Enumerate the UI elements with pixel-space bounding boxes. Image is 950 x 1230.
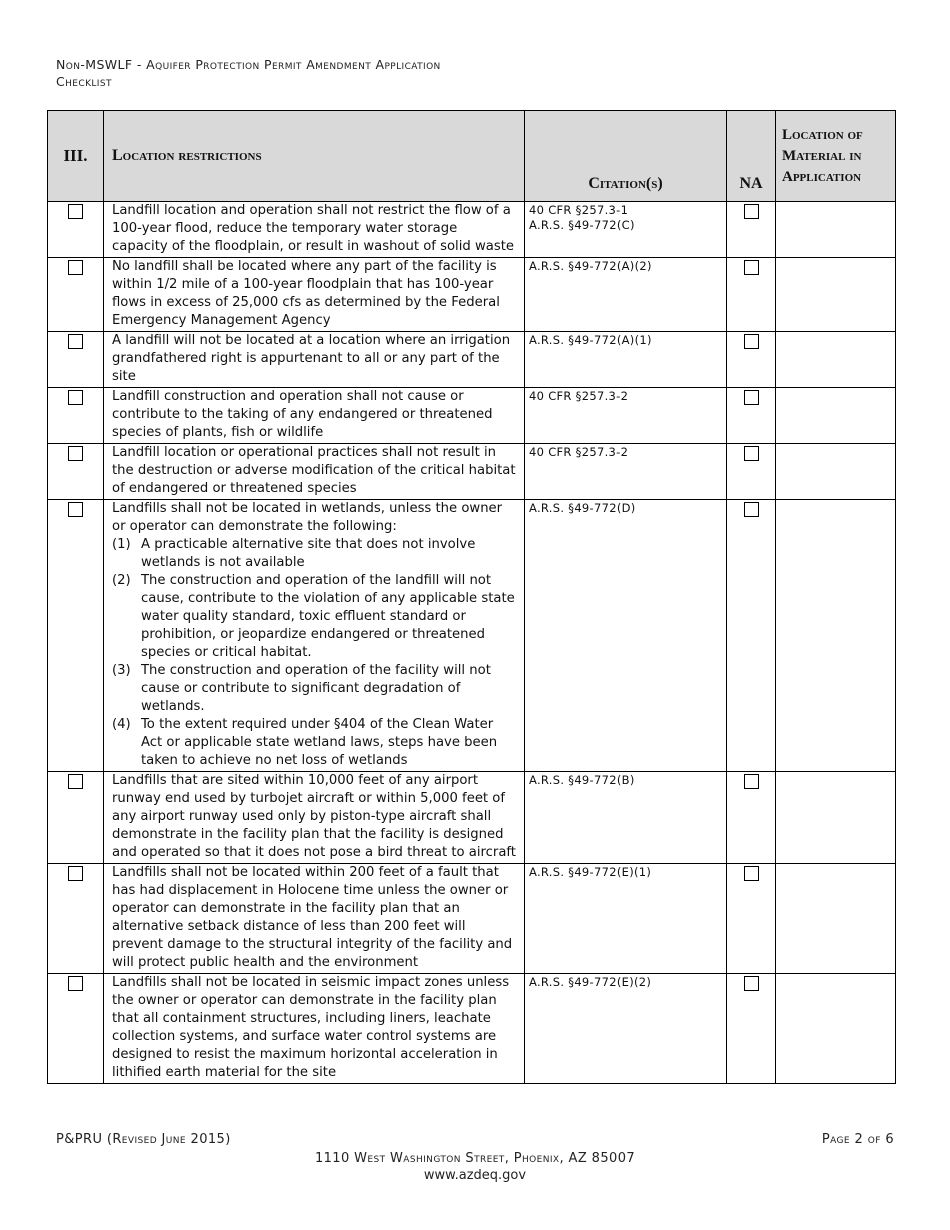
requirement-cell xyxy=(104,258,525,332)
citation-cell xyxy=(525,202,727,258)
citation-cell xyxy=(525,332,727,388)
section-title: Location restrictions xyxy=(104,111,525,202)
requirement-text: Landfills shall not be located within 200 feet of a fault that has had displacement in Holocene time unless the owner or operator can demonstrate in the facility plan that an alternative setback distance of less than 200 feet will prevent damage to the structural integrity of the facility and will protect public health and the environment xyxy=(112,865,513,970)
row-checkbox-cell xyxy=(48,500,104,772)
requirement-cell xyxy=(104,500,525,772)
requirement-checkbox[interactable] xyxy=(68,260,83,275)
condition-item xyxy=(112,716,516,770)
requirement-cell xyxy=(104,332,525,388)
condition-item xyxy=(112,536,516,572)
citation-text: A.R.S. §49-772(D) xyxy=(529,501,636,515)
na-cell xyxy=(727,388,776,444)
table-row xyxy=(48,444,896,500)
na-column-header: NA xyxy=(727,111,776,202)
citation-cell xyxy=(525,864,727,974)
citation-cell xyxy=(525,500,727,772)
requirement-text: A landfill will not be located at a location where an irrigation grandfathered right is appurtenant to all or any part of the site xyxy=(112,333,511,384)
requirement-text: Landfills shall not be located in wetlands, unless the owner or operator can demonstrate the following: xyxy=(112,501,503,534)
row-checkbox-cell xyxy=(48,388,104,444)
table-row xyxy=(48,202,896,258)
citation-text: 40 CFR §257.3-2 xyxy=(529,445,629,459)
table-row xyxy=(48,258,896,332)
footer-page-number: Page 2 of 6 xyxy=(821,1132,894,1147)
na-checkbox[interactable] xyxy=(744,446,759,461)
requirement-cell xyxy=(104,864,525,974)
condition-number: (4) xyxy=(112,717,131,732)
na-checkbox[interactable] xyxy=(744,502,759,517)
na-cell xyxy=(727,444,776,500)
na-checkbox[interactable] xyxy=(744,334,759,349)
na-cell xyxy=(727,258,776,332)
na-cell xyxy=(727,202,776,258)
na-cell xyxy=(727,974,776,1084)
condition-number: (1) xyxy=(112,537,131,552)
condition-item xyxy=(112,662,516,716)
location-of-material-cell[interactable] xyxy=(776,258,896,332)
document-header xyxy=(56,56,441,90)
row-checkbox-cell xyxy=(48,444,104,500)
na-cell xyxy=(727,500,776,772)
condition-text: To the extent required under §404 of the Clean Water Act or applicable state wetland laws, steps have been taken to achieve no net loss of wetlands xyxy=(141,717,498,768)
location-of-material-cell[interactable] xyxy=(776,444,896,500)
na-checkbox[interactable] xyxy=(744,204,759,219)
condition-number: (3) xyxy=(112,663,131,678)
location-of-material-cell[interactable] xyxy=(776,974,896,1084)
requirement-cell xyxy=(104,974,525,1084)
citation-text: A.R.S. §49-772(B) xyxy=(529,773,635,787)
requirement-text: Landfill location and operation shall not restrict the flow of a 100-year flood, reduce the temporary water storage capacity of the floodplain, or result in washout of solid waste xyxy=(112,203,514,254)
requirement-cell xyxy=(104,772,525,864)
condition-number: (2) xyxy=(112,573,131,588)
footer-revision: P&PRU (Revised June 2015) xyxy=(56,1132,231,1147)
citation-text: 40 CFR §257.3-1 xyxy=(529,203,629,217)
table-row xyxy=(48,388,896,444)
row-checkbox-cell xyxy=(48,258,104,332)
citation-cell xyxy=(525,974,727,1084)
na-checkbox[interactable] xyxy=(744,260,759,275)
row-checkbox-cell xyxy=(48,332,104,388)
requirement-text: Landfills shall not be located in seismic impact zones unless the owner or operator can demonstrate in the facility plan that all containment structures, including liners, leachate collection systems, and surface water control systems are designed to resist the maximum horizontal acceleration in lithified earth material for the site xyxy=(112,975,510,1080)
requirement-text: Landfill construction and operation shall not cause or contribute to the taking of any endangered or threatened species of plants, fish or wildlife xyxy=(112,389,493,440)
location-of-material-cell[interactable] xyxy=(776,772,896,864)
requirement-checkbox[interactable] xyxy=(68,502,83,517)
citation-column-header: Citation(s) xyxy=(525,111,727,202)
requirement-cell xyxy=(104,202,525,258)
condition-item xyxy=(112,572,516,662)
citation-cell xyxy=(525,444,727,500)
condition-text: The construction and operation of the landfill will not cause, contribute to the violation of any applicable state water quality standard, toxic effluent standard or prohibition, or jeopardize endangered or threatened species or critical habitat. xyxy=(141,573,515,660)
table-row xyxy=(48,332,896,388)
condition-text: The construction and operation of the facility will not cause or contribute to significant degradation of wetlands. xyxy=(141,663,491,714)
na-cell xyxy=(727,332,776,388)
document-title-line-2: Checklist xyxy=(56,74,112,89)
requirement-cell xyxy=(104,388,525,444)
requirement-checkbox[interactable] xyxy=(68,446,83,461)
requirement-checkbox[interactable] xyxy=(68,774,83,789)
na-cell xyxy=(727,772,776,864)
requirement-checkbox[interactable] xyxy=(68,334,83,349)
na-cell xyxy=(727,864,776,974)
table-header-row xyxy=(48,111,896,202)
table-row xyxy=(48,500,896,772)
requirement-checkbox[interactable] xyxy=(68,204,83,219)
location-of-material-cell[interactable] xyxy=(776,388,896,444)
document-title-line-1: Non-MSWLF - Aquifer Protection Permit Amendment Application xyxy=(56,57,441,72)
location-of-material-cell[interactable] xyxy=(776,332,896,388)
table-row xyxy=(48,772,896,864)
section-number: III. xyxy=(48,111,104,202)
citation-text: A.R.S. §49-772(E)(2) xyxy=(529,975,652,989)
location-column-header: Location of Material in Application xyxy=(776,111,896,202)
footer-website: www.azdeq.gov xyxy=(423,1168,527,1183)
citation-cell xyxy=(525,258,727,332)
citation-cell xyxy=(525,388,727,444)
table-row xyxy=(48,974,896,1084)
requirement-cell xyxy=(104,444,525,500)
requirement-checkbox[interactable] xyxy=(68,866,83,881)
citation-cell xyxy=(525,772,727,864)
row-checkbox-cell xyxy=(48,202,104,258)
na-checkbox[interactable] xyxy=(744,774,759,789)
citation-text: A.R.S. §49-772(A)(2) xyxy=(529,259,652,273)
na-checkbox[interactable] xyxy=(744,976,759,991)
requirement-text: Landfill location or operational practices shall not result in the destruction or adverse modification of the critical habitat of endangered or threatened species xyxy=(112,445,516,496)
requirement-checkbox[interactable] xyxy=(68,976,83,991)
citation-text: A.R.S. §49-772(A)(1) xyxy=(529,333,652,347)
footer-address: 1110 West Washington Street, Phoenix, AZ 85007 xyxy=(314,1151,636,1166)
citation-text: A.R.S. §49-772(C) xyxy=(529,218,635,232)
requirement-text: Landfills that are sited within 10,000 feet of any airport runway end used by turbojet aircraft or within 5,000 feet of any airport runway used only by piston-type aircraft shall demonstrate in the facility plan that the facility is designed and operated so that it does not pose a bird threat to aircraft xyxy=(112,773,516,860)
row-checkbox-cell xyxy=(48,772,104,864)
row-checkbox-cell xyxy=(48,974,104,1084)
row-checkbox-cell xyxy=(48,864,104,974)
na-checkbox[interactable] xyxy=(744,866,759,881)
location-of-material-cell[interactable] xyxy=(776,202,896,258)
citation-text: 40 CFR §257.3-2 xyxy=(529,389,629,403)
location-of-material-cell[interactable] xyxy=(776,864,896,974)
checklist-table xyxy=(47,110,896,1084)
location-of-material-cell[interactable] xyxy=(776,500,896,772)
condition-text: A practicable alternative site that does not involve wetlands is not available xyxy=(141,537,476,570)
requirement-text: No landfill shall be located where any part of the facility is within 1/2 mile of a 100-year floodplain that has 100-year flows in excess of 25,000 cfs as determined by the Federal Emergency Management Agency xyxy=(112,259,500,328)
requirement-checkbox[interactable] xyxy=(68,390,83,405)
citation-text: A.R.S. §49-772(E)(1) xyxy=(529,865,652,879)
na-checkbox[interactable] xyxy=(744,390,759,405)
table-row xyxy=(48,864,896,974)
